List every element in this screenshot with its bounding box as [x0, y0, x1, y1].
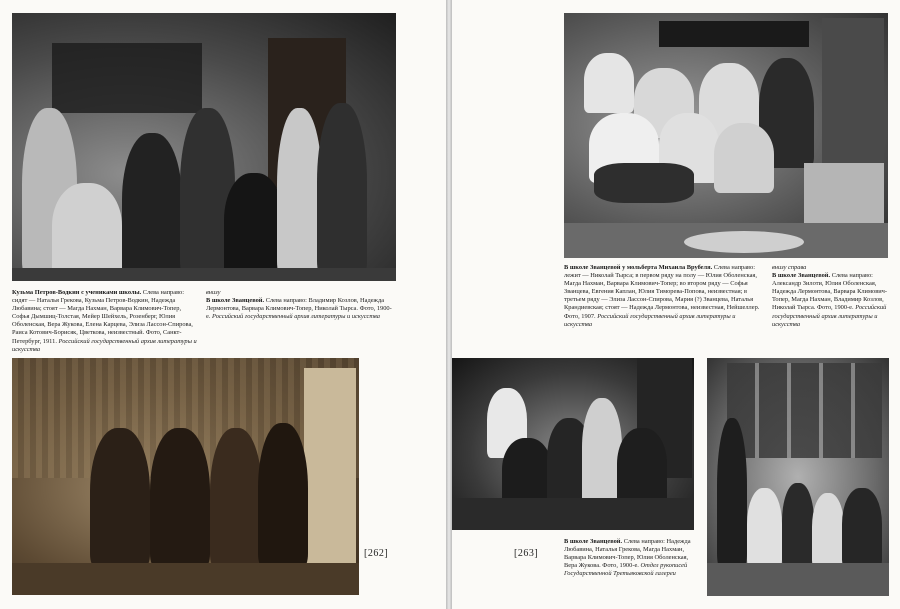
- caption-source: Отдел рукописей Государственной Третьяковской галереи: [564, 562, 688, 578]
- caption-body: Слева направо: сидят — Наталья Грекова, Кузьма Петров-Водкин, Надежда Любавина; стоят — Магда Нахман, Варвара Климович-Топер, Софья Дымшиц-Толстая, Мейер Шейхель, Розенберг, Юлия Оболенская, Вера Жукова, Елена Карцева, Элиза Лассон-Спирова, Раиса Котович-Борисяк, Цветкова, неизвестный. Фото, Санкт-Петербург, 1911.: [12, 289, 193, 345]
- caption-title: Кузьма Петров-Водкин с учениками школы.: [12, 289, 142, 296]
- photo-figure: [277, 108, 322, 278]
- caption-body: Слева направо: Надежда Любавина, Наталья Грекова, Магда Нахман, Варвара Климович-Топер, Юлия Оболенская, Вера Жукова. Фото, 1900-е.: [564, 538, 691, 570]
- photo-figure: [594, 163, 694, 203]
- photo-easel: [659, 21, 809, 47]
- caption-body: Слева направо: лежит — Николай Тырса; в первом ряду на полу — Юлия Оболенская, Магда Нахман, Варвара Климович-Топер; во втором ряду — Софья Званцева, Евгения Каплан, Юлия Тиморева-Попова, неизвестная; в третьем ряду — Элиза Лассон-Спирова, Мария (?) Званцева, Наталья Крандиевская; стоят — Надежда Лермонтова, неизвестная, Нейшеллер. Фото, 1907.: [564, 264, 760, 320]
- caption-source: Российский государственный архив литературы и искусства: [210, 313, 380, 321]
- photo-figure: [90, 428, 150, 568]
- photo-floor: [12, 563, 359, 595]
- photo-figure: [210, 428, 262, 568]
- photo-figure: [582, 398, 622, 508]
- right-page: [452, 0, 900, 609]
- caption-title: В школе Званцевой.: [564, 538, 623, 545]
- photo-zvantseva-group-floor: [452, 358, 694, 530]
- photo-figure: [317, 103, 367, 278]
- caption-petrov-vodkin: [12, 289, 197, 354]
- photo-zvantseva-sepia: [12, 358, 359, 595]
- page-number-left: [262]: [364, 548, 389, 559]
- photo-curtain: [52, 43, 202, 113]
- photo-figure: [150, 428, 210, 568]
- caption-lead: внизу: [206, 289, 221, 296]
- photo-door: [822, 18, 884, 168]
- left-page: [0, 0, 446, 609]
- caption-title: В школе Званцевой у мольберта Михаила Врубеля.: [564, 264, 713, 271]
- page-number-right: [263]: [514, 548, 539, 559]
- photo-paintings: [727, 363, 882, 458]
- caption-title: В школе Званцевой.: [206, 297, 265, 305]
- caption-zvantseva-right: [772, 264, 888, 329]
- caption-lead: внизу справа: [772, 264, 807, 271]
- caption-body: Слева направо: Владимир Козлов, Надежда Лермонтова, Варвара Климович-Топер, Николай Тырса. Фото, 1900-е.: [206, 297, 392, 321]
- photo-stove: [304, 368, 356, 583]
- caption-body: Слева направо: Александр Зилоти, Юлия Оболенская, Надежда Лермонтова, Варвара Климович-Топер, Магда Нахман, Владимир Козлов, Николай Тырса. Фото, 1900-е.: [772, 272, 887, 312]
- photo-figure: [584, 53, 634, 113]
- photo-petrov-vodkin-group: [12, 13, 396, 281]
- photo-figure: [52, 183, 122, 278]
- photo-figure: [747, 488, 782, 568]
- caption-source: Российский государственный архив литературы и искусства: [772, 304, 887, 328]
- photo-floor: [452, 498, 694, 530]
- photo-figure: [717, 418, 747, 568]
- photo-floor: [12, 268, 396, 281]
- photo-figure: [782, 483, 814, 568]
- photo-table: [804, 163, 884, 223]
- caption-source: Российский государственный архив литературы и искусства: [564, 312, 736, 328]
- photo-rug: [684, 231, 804, 253]
- photo-figure: [122, 133, 182, 281]
- caption-title: В школе Званцевой.: [772, 272, 831, 280]
- caption-vrubel: [564, 264, 760, 329]
- photo-figure: [617, 428, 667, 508]
- caption-zvantseva-bottom: [564, 538, 700, 578]
- photo-figure: [812, 493, 844, 568]
- caption-source: Российский государственный архив литературы и искусства: [12, 337, 197, 353]
- photo-floor: [707, 563, 889, 596]
- caption-zvantseva-left: [206, 289, 396, 321]
- photo-figure: [842, 488, 882, 568]
- photo-figure: [714, 123, 774, 193]
- photo-figure: [224, 173, 284, 278]
- photo-figure: [258, 423, 308, 568]
- photo-vrubel-easel: [564, 13, 888, 258]
- photo-zvantseva-studio: [707, 358, 889, 596]
